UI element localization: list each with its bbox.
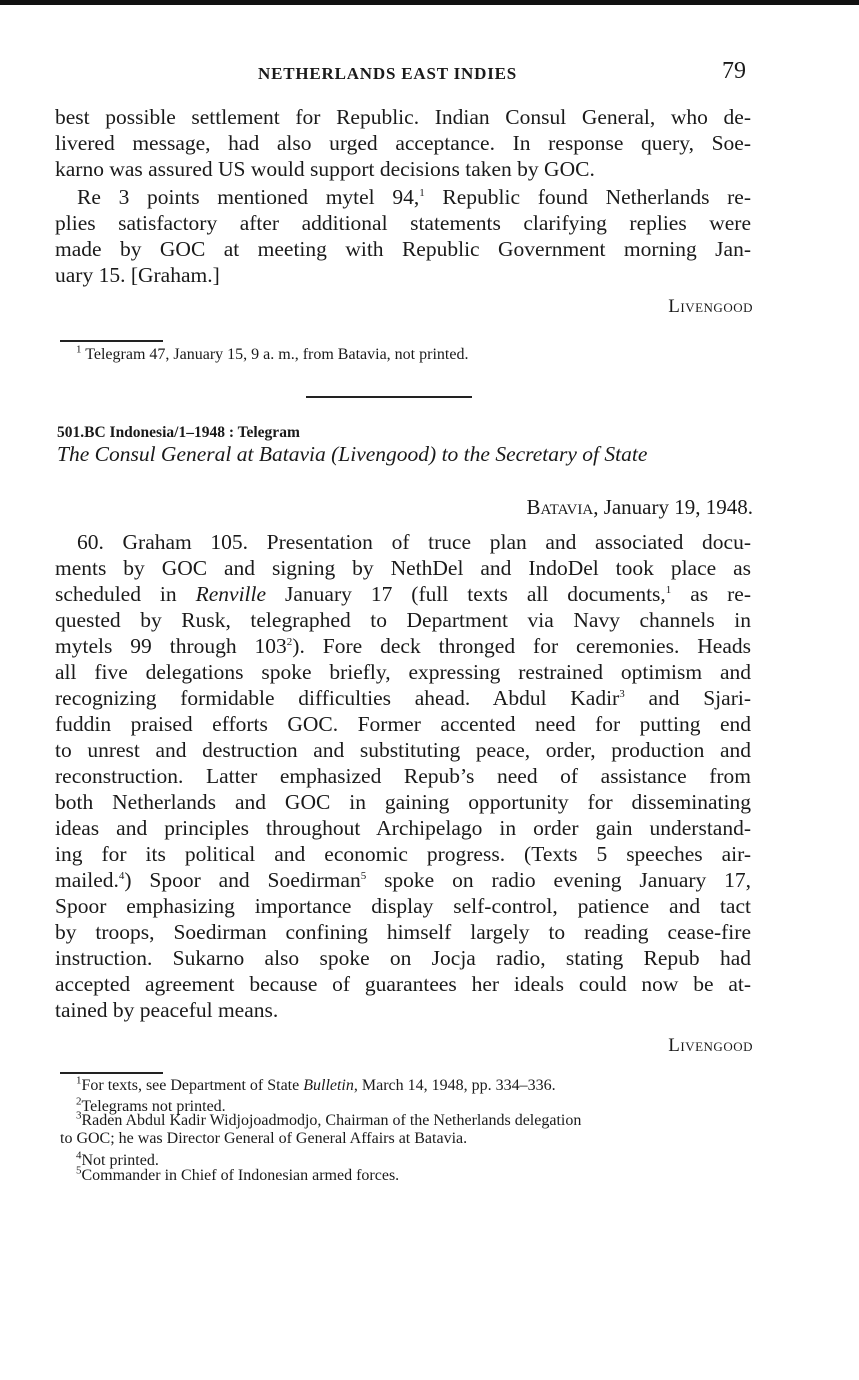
footnote-text: Telegram 47, January 15, 9 a. m., from Batavia, not printed. (85, 346, 469, 363)
footnote-text: Not printed. (81, 1152, 159, 1169)
footnote-rule (60, 1072, 163, 1074)
text-line (55, 867, 751, 893)
dateline-date: , January 19, 1948. (593, 495, 753, 519)
text-line: karno was assured US would support decisions taken by GOC. (55, 157, 595, 181)
text-line: by troops, Soedirman confining himself largely to reading cease-fire (55, 920, 751, 944)
dateline (526, 495, 753, 520)
text-line: quested by Rusk, telegraphed to Department via Navy channels in (55, 608, 751, 632)
text-line: accepted agreement because of guarantees her ideals could now be at- (55, 972, 751, 996)
text-line (55, 685, 751, 711)
text-segment: spoke on radio evening January 17, (366, 868, 752, 892)
text-line: made by GOC at meeting with Republic Government morning Jan- (55, 237, 751, 261)
text-line (55, 633, 751, 659)
top-border-rule (0, 0, 859, 5)
running-head: NETHERLANDS EAST INDIES (258, 64, 517, 83)
footnote-1 (76, 343, 469, 363)
dateline-place: Batavia (526, 495, 594, 519)
footnote-mark: 3 (76, 1109, 82, 1122)
heading-part: The Consul General at Batavia ( (57, 442, 339, 466)
text-segment: mytels 99 through 103 (55, 634, 287, 658)
text-line: to unrest and destruction and substituting peace, order, production and (55, 738, 751, 762)
heading-name: Livengood (338, 442, 430, 466)
text-line: reconstruction. Latter emphasized Repub’s need of assistance from (55, 764, 751, 788)
section-divider (306, 396, 472, 398)
page-number: 79 (722, 58, 746, 84)
footnote-3-continued: to GOC; he was Director General of General Affairs at Batavia. (60, 1130, 468, 1147)
footnote-5 (76, 1164, 400, 1184)
text-line: plies satisfactory after additional statements clarifying replies were (55, 211, 751, 235)
text-line: instruction. Sukarno also spoke on Jocja radio, stating Repub had (55, 946, 751, 970)
text-line: fuddin praised efforts GOC. Former accented need for putting end (55, 712, 751, 736)
text-segment: mailed. (55, 868, 119, 892)
footnote-ref[interactable]: 5 (360, 869, 367, 882)
text-line: ideas and principles throughout Archipelago in order gain understand- (55, 816, 751, 840)
footnote-ref[interactable]: 1 (665, 583, 672, 596)
text-segment: January 17 (full texts all documents, (266, 582, 666, 606)
text-segment: and Sjari- (624, 686, 751, 710)
text-segment: Republic found Netherlands re- (424, 185, 751, 209)
footnote-mark: 1 (76, 1074, 82, 1087)
text-line (55, 184, 751, 210)
signature-livengood-1: Livengood (668, 296, 753, 317)
text-segment: recognizing formidable difficulties ahead. Abdul Kadir (55, 686, 620, 710)
text-line (55, 581, 751, 607)
text-line: Spoor emphasizing importance display self-control, patience and tact (55, 894, 751, 918)
footnote-text: Commander in Chief of Indonesian armed forces. (81, 1167, 400, 1184)
footnote-ref[interactable]: 3 (619, 687, 625, 700)
text-segment: scheduled in (55, 582, 196, 606)
heading-part: ) to the Secretary of State (429, 442, 648, 466)
text-segment: ) Spoor and Soedirman (124, 868, 361, 892)
text-line: livered message, had also urged acceptance. In response query, Soe- (55, 131, 751, 155)
footnote-ref[interactable]: 4 (118, 869, 125, 882)
signature-livengood-2: Livengood (668, 1035, 753, 1056)
footnote-text: Raden Abdul Kadir Widjojoadmodjo, Chairman of the Netherlands delegation (81, 1112, 582, 1129)
footnote-mark: 4 (76, 1149, 82, 1162)
text-line: best possible settlement for Republic. Indian Consul General, who de- (55, 105, 751, 129)
text-segment: ). Fore deck thronged for ceremonies. Heads (292, 634, 751, 658)
document-heading (57, 442, 753, 467)
footnote-1 (76, 1074, 556, 1094)
text-line: all five delegations spoke briefly, expressing restrained optimism and (55, 660, 751, 684)
footnote-text: For texts, see Department of State (81, 1077, 304, 1094)
text-line: uary 15. [Graham.] (55, 263, 220, 287)
text-line: ing for its political and economic progress. (Texts 5 speeches air- (55, 842, 751, 866)
text-segment: as re- (671, 582, 751, 606)
footnote-mark: 2 (76, 1095, 82, 1108)
text-line: 60. Graham 105. Presentation of truce plan and associated docu- (77, 530, 751, 554)
footnote-rule (60, 340, 163, 342)
continuation-paragraph-2 (55, 184, 751, 288)
footnote-3 (76, 1109, 582, 1129)
footnote-ref[interactable]: 1 (419, 186, 425, 199)
ship-name: Renville (195, 582, 267, 606)
publication-title: Bulletin (303, 1077, 354, 1094)
footnote-text: , March 14, 1948, pp. 334–336. (353, 1077, 556, 1094)
footnote-mark: 5 (76, 1164, 82, 1177)
text-line: tained by peaceful means. (55, 998, 279, 1022)
telegram-body (55, 529, 751, 1023)
footnote-text: Telegrams not printed. (81, 1098, 226, 1115)
footnote-mark: 1 (76, 343, 82, 356)
text-line: both Netherlands and GOC in gaining opportunity for disseminating (55, 790, 751, 814)
file-reference: 501.BC Indonesia/1–1948 : Telegram (57, 424, 300, 441)
text-line: ments by GOC and signing by NethDel and IndoDel took place as (55, 556, 751, 580)
continuation-paragraph-1 (55, 104, 751, 182)
footnote-ref[interactable]: 2 (286, 635, 293, 648)
text-segment: Re 3 points mentioned mytel 94, (77, 185, 420, 209)
